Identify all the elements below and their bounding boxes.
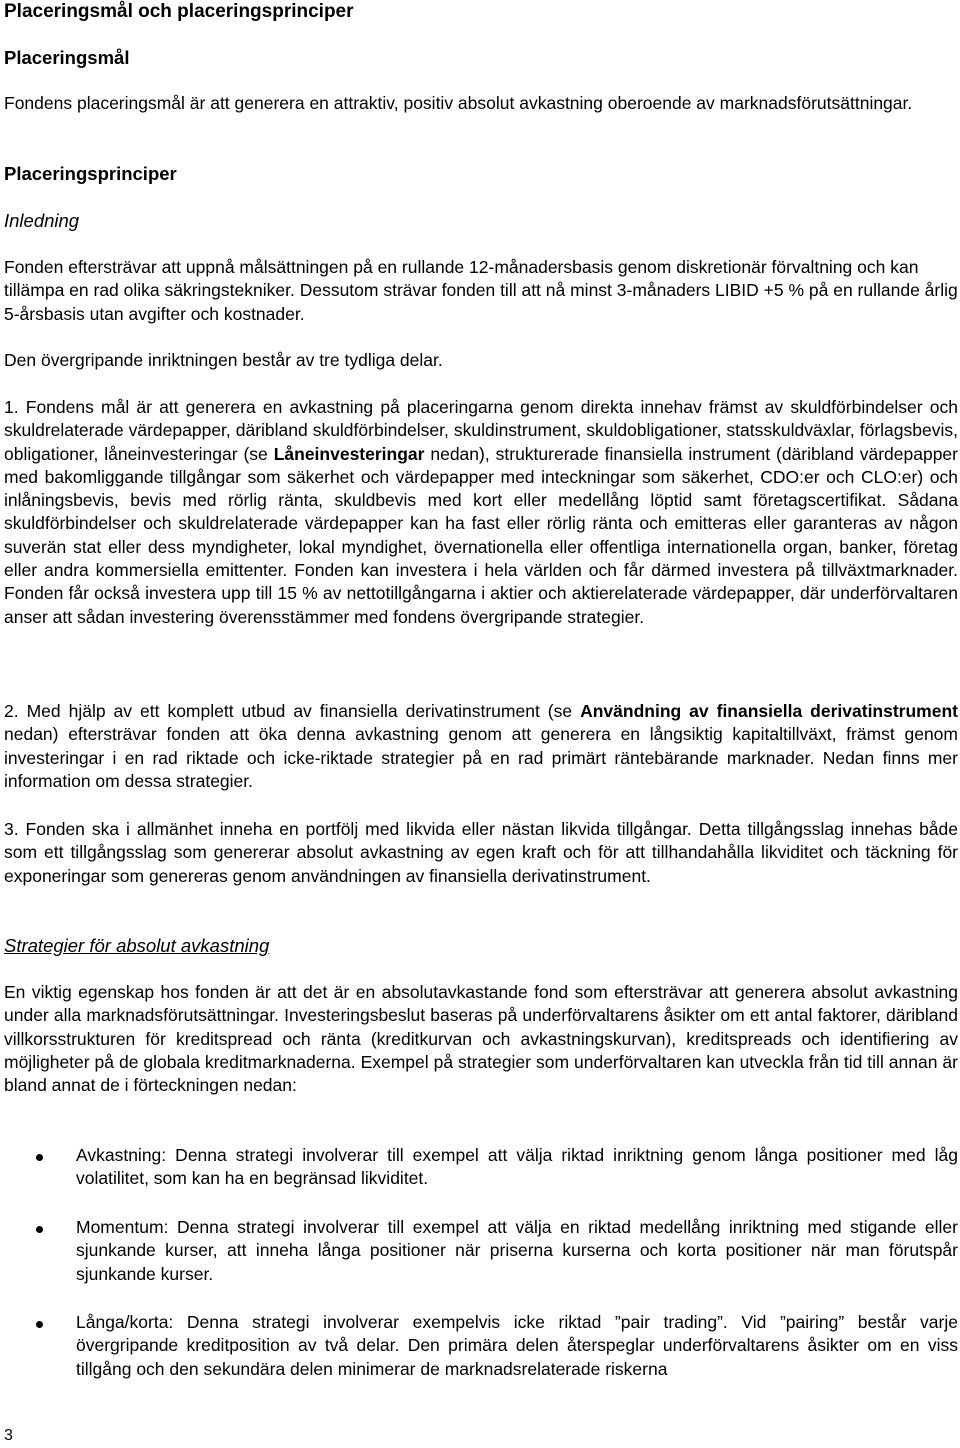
point-1-text-a: 1. Fondens mål är att generera en avkastning på placeringarna genom direkta innehav främst av skuldförbindelser och skuldrelaterade värdepapper, däribland skuldförbindelser, skuldinstrument, skuldobligationer, statsskuldväxlar, förlagsbevis, obligationer, låneinvesteringar (se	[4, 397, 958, 464]
bullet-icon	[36, 1154, 43, 1161]
section-title-placeringsprinciper: Placeringsprinciper	[4, 163, 177, 184]
document-heading: Placeringsmål och placeringsprinciper	[4, 1, 354, 22]
list-item-text: Långa/korta: Denna strategi involverar exempelvis icke riktad ”pair trading”. Vid ”pairing” består varje övergripande kreditposition av två delar. Den primära delen återspeglar underförvaltarens åsikter om en viss tillgång och den sekundära delen minimerar de marknadsrelaterade riskerna	[76, 1312, 958, 1379]
subsection-title-inledning: Inledning	[4, 210, 80, 231]
point-2-bold-ref: Användning av finansiella derivatinstrument	[580, 701, 958, 721]
bullet-icon	[36, 1226, 43, 1233]
subsection-title-strategier: Strategier för absolut avkastning	[4, 935, 270, 956]
intro-paragraph: Fonden eftersträvar att uppnå målsättningen på en rullande 12-månadersbasis genom diskretionär förvaltning och kan tillämpa en rad olika säkringstekniker. Dessutom strävar fonden till att nå minst 3-månaders LIBID +5 % på en rullande årlig 5-årsbasis utan avgifter och kostnader.	[4, 257, 958, 324]
point-2-text-b: nedan) eftersträvar fonden att öka denna avkastning genom att generera en långsiktig kapitaltillväxt, främst genom investeringar i en rad riktade och icke-riktade strategier på en rad primärt räntebärande marknader. Nedan finns mer information om dessa strategier.	[4, 724, 958, 791]
point-1-bold-ref: Låneinvesteringar	[273, 443, 425, 464]
overview-paragraph: Den övergripande inriktningen består av tre tydliga delar.	[4, 350, 443, 370]
point-1-text-b: nedan), strukturerade finansiella instrument (däribland värdepapper med bakomliggande tillgångar som säkerhet och värdepapper med inteckningar som säkerhet, CDO:er och CLO:er) och inlåningsbevis, bevis med rörlig ränta, skuldbevis med kort eller medellång löptid samt företagscertifikat. Sådana skuldförbindelser och skuldrelaterade värdepapper kan ha fast eller rörlig ränta och emitteras eller garanteras av någon suverän stat eller dess myndigheter, lokal myndighet, övernationella eller offentliga internationella organ, banker, företag eller andra kommersiella emittenter. Fonden kan investera i hela världen och får därmed investera på tillväxtmarknader. Fonden får också investera upp till 15 % av nettotillgångarna i aktier och aktierelaterade värdepapper, där underförvaltaren anser att sådan investering överensstämmer med fondens övergripande strategier.	[4, 443, 958, 627]
bullet-icon	[36, 1321, 43, 1328]
list-item-text: Avkastning: Denna strategi involverar till exempel att välja riktad inriktning genom långa positioner med låg volatilitet, som kan ha en begränsad likviditet.	[76, 1145, 958, 1189]
list-item-text: Momentum: Denna strategi involverar till exempel att välja en riktad medellång inriktning med stigande eller sjunkande kurser, att inneha långa positioner när priserna kurserna och korta positioner när man förutspår sjunkande kurser.	[76, 1217, 958, 1284]
point-1-paragraph	[4, 396, 958, 629]
section-title-placeringsmal: Placeringsmål	[4, 47, 130, 68]
point-2-paragraph	[4, 700, 958, 793]
strategies-paragraph: En viktig egenskap hos fonden är att det är en absolutavkastande fond som eftersträvar att generera absolut avkastning under alla marknadsförutsättningar. Investeringsbeslut baseras på underförvaltarens åsikter om ett antal faktorer, däribland villkorsstrukturen för kreditspread och ränta (kreditkurvan och avkastningskurvan), kreditspreads och identifiering av möjligheter på de globala kreditmarknaderna. Exempel på strategier som underförvaltaren kan utveckla från tid till annan är bland annat de i förteckningen nedan:	[4, 982, 958, 1096]
page-number: 3	[4, 1427, 13, 1444]
point-2-text-a: 2. Med hjälp av ett komplett utbud av finansiella derivatinstrument (se	[4, 701, 581, 721]
point-3-paragraph: 3. Fonden ska i allmänhet inneha en portfölj med likvida eller nästan likvida tillgångar. Detta tillgångsslag innehas både som ett tillgångsslag som genererar absolut avkastning av egen kraft och för att tillhandahålla likviditet och täckning för exponeringar som genereras genom användningen av finansiella derivatinstrument.	[4, 819, 958, 886]
goal-paragraph: Fondens placeringsmål är att generera en attraktiv, positiv absolut avkastning oberoende av marknadsförutsättningar.	[4, 93, 913, 113]
